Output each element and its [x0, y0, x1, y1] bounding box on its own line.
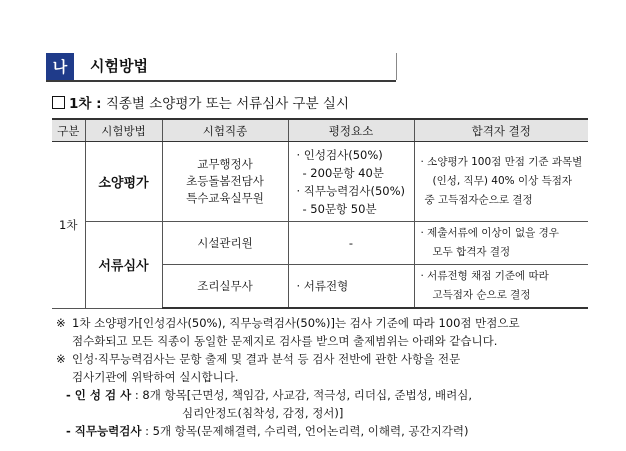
table-header-row [52, 119, 588, 142]
header-method: 시험방법 [85, 119, 162, 142]
criteria-line: · 제출서류에 이상이 없을 경우 [420, 227, 559, 239]
note-text: 점수화되고 모든 직종이 동일한 문제지로 검사를 받으며 출제범위는 아래와 같습니다. [72, 334, 498, 348]
table-row [52, 222, 588, 265]
criteria-line: 고득점자 순으로 결정 [432, 289, 531, 301]
list-item [66, 422, 602, 440]
stage-cell: 1차 [52, 142, 85, 309]
criteria-cell [414, 222, 588, 265]
item-text: : 5개 항목(문제해결력, 수리력, 언어논리력, 이해력, 공간지각력) [141, 424, 469, 438]
table-row [52, 142, 588, 222]
subheading-label: 1차 : [69, 96, 102, 112]
item-text: : 8개 항목[근면성, 책임감, 사교감, 적극성, 리더십, 준법성, 배려심, [131, 388, 473, 402]
note-1-continued [72, 332, 602, 350]
evaluation-line: · 서류전형 [296, 279, 349, 293]
criteria-cell [414, 265, 588, 309]
subheading-text: 직종별 소양평가 또는 서류심사 구분 실시 [101, 96, 349, 112]
note-text: 검사기관에 위탁하여 실시합니다. [72, 370, 239, 384]
job-name: 초등돌봄전담사 [186, 174, 264, 188]
list-item-continued [72, 404, 602, 422]
item-label: - 인 성 검 사 [66, 388, 132, 402]
evaluation-cell: - [288, 222, 414, 265]
job-name: 조리실무사 [197, 278, 253, 293]
criteria-line: (인성, 직무) 40% 이상 득점자 [432, 175, 573, 187]
evaluation-line: - 50문항 50분 [302, 201, 377, 216]
header-category: 구분 [52, 119, 85, 142]
note-1 [56, 314, 602, 332]
criteria-cell [414, 142, 588, 222]
jobs-cell [162, 142, 288, 222]
evaluation-line: · 직무능력검사(50%) [296, 183, 405, 198]
job-name: 교무행정사 [197, 157, 253, 171]
header-criteria: 합격자 결정 [414, 119, 588, 142]
note-text: 1차 소양평가[인성검사(50%), 직무능력검사(50%)]는 검사 기준에 따라 100점 만점으로 [72, 316, 520, 330]
job-name: 특수교육실무원 [186, 191, 264, 205]
note-2 [56, 350, 602, 368]
job-name: 시설관리원 [197, 235, 253, 250]
checkbox-square-icon [52, 96, 65, 109]
evaluation-line: - 200문항 40분 [302, 165, 384, 180]
reference-mark-icon: ※ [56, 316, 66, 330]
jobs-cell [162, 265, 288, 309]
method-cell: 서류심사 [85, 222, 162, 309]
evaluation-cell [288, 142, 414, 222]
header-jobs: 시험직종 [162, 119, 288, 142]
note-2-continued [72, 368, 602, 386]
note-text: 인성·직무능력검사는 문항 출제 및 결과 분석 등 검사 전반에 관한 사항을 전문 [72, 352, 461, 366]
list-item [66, 386, 602, 404]
section-title: 시험방법 [90, 57, 148, 75]
exam-method-table [52, 118, 588, 309]
evaluation-line: · 인성검사(50%) [296, 147, 383, 162]
subheading [52, 92, 349, 112]
item-text: 심리안정도(침착성, 감정, 정서)] [182, 406, 344, 420]
section-underline [46, 80, 396, 82]
section-badge: 나 [46, 53, 74, 80]
evaluation-cell [288, 265, 414, 309]
criteria-line: 중 고득점자순으로 결정 [424, 194, 533, 206]
header-evaluation: 평정요소 [288, 119, 414, 142]
criteria-line: 모두 합격자 결정 [432, 246, 511, 258]
criteria-line: · 소양평가 100점 만점 기준 과목별 [420, 156, 583, 168]
notes [56, 314, 602, 440]
method-cell: 소양평가 [85, 142, 162, 222]
section-divider [396, 53, 397, 80]
reference-mark-icon: ※ [56, 352, 66, 366]
item-label: - 직무능력검사 [66, 424, 142, 438]
jobs-cell [162, 222, 288, 265]
criteria-line: · 서류전형 채점 기준에 따라 [420, 270, 549, 282]
